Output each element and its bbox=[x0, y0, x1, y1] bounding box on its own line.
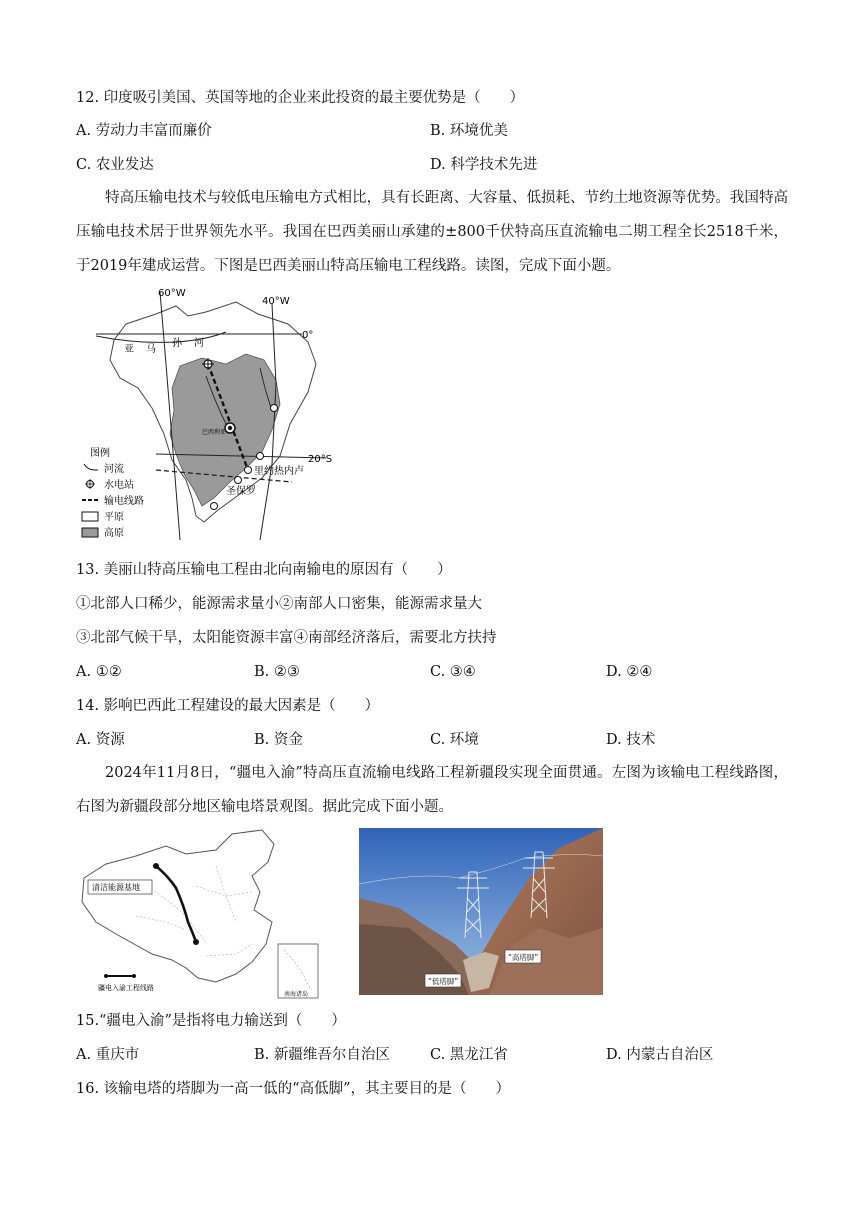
river-char-2: 马 bbox=[146, 344, 156, 355]
legend-line-end bbox=[132, 974, 136, 978]
q14-stem: 14. 影响巴西此工程建设的最大因素是（ ） bbox=[76, 698, 380, 714]
photo-svg bbox=[359, 828, 603, 995]
china-legend: 疆电入渝工程线路 bbox=[98, 984, 154, 992]
passage-1-text: 特高压输电技术与较低电压输电方式相比，具有长距离、大容量、低损耗、节约土地资源等优势。我国特高压输电技术居于世界领先水平。我国在巴西美丽山承建的±800千伏特高压直流输电二期工程全长2518千米，于2019年建成运营。下图是巴西美丽山特高压输电工程线路。读图，完成下面小题。 bbox=[76, 190, 788, 274]
q13-option-b[interactable]: B. ②③ bbox=[254, 664, 300, 680]
transmission-tower-photo bbox=[359, 828, 603, 995]
high-foot-label: “高塔脚” bbox=[508, 953, 539, 962]
q15-option-c[interactable]: C. 黑龙江省 bbox=[430, 1047, 508, 1063]
china-power-line-map bbox=[76, 826, 328, 1000]
q13-option-a[interactable]: A. ①② bbox=[76, 664, 122, 680]
passage-1 bbox=[76, 181, 788, 283]
q16-stem: 16. 该输电塔的塔脚为一高一低的“高低脚”，其主要目的是（ ） bbox=[76, 1081, 510, 1097]
brazil-power-line-map bbox=[76, 284, 336, 544]
legend-hydropower-icon bbox=[85, 479, 95, 489]
q15-option-a[interactable]: A. 重庆市 bbox=[76, 1047, 140, 1063]
legend-river-icon bbox=[84, 464, 98, 470]
legend-transmission: 输电线路 bbox=[104, 496, 144, 507]
q13-stem: 13. 美丽山特高压输电工程由北向南输电的原因有（ ） bbox=[76, 562, 452, 578]
q14-option-c[interactable]: C. 环境 bbox=[430, 732, 479, 748]
q14-option-b[interactable]: B. 资金 bbox=[254, 732, 303, 748]
passage-2-text: 2024年11月8日，“疆电入渝”特高压直流输电线路工程新疆段实现全面贯通。左图为该输电工程线路图，右图为新疆段部分地区输电塔景观图。据此完成下面小题。 bbox=[76, 765, 788, 815]
label-20s: 20°S bbox=[308, 454, 333, 465]
q12-option-b[interactable]: B. 环境优美 bbox=[430, 123, 508, 139]
base-label: 清洁能源基地 bbox=[92, 883, 140, 892]
capital-label: 巴西利亚 bbox=[202, 429, 227, 436]
legend-line-start bbox=[104, 974, 108, 978]
label-40w: 40°W bbox=[262, 296, 290, 307]
q13-choice-line-2: ③北部气候干旱，太阳能资源丰富④南部经济落后，需要北方扶持 bbox=[76, 630, 497, 646]
river-char-3: 孙 bbox=[172, 338, 182, 349]
q14-option-a[interactable]: A. 资源 bbox=[76, 732, 125, 748]
q12-option-c[interactable]: C. 农业发达 bbox=[76, 157, 154, 173]
line-start-dot bbox=[153, 863, 159, 869]
legend-hydropower: 水电站 bbox=[104, 480, 134, 491]
label-equator: 0° bbox=[302, 330, 314, 341]
passage-2 bbox=[76, 756, 788, 824]
city-marker-5 bbox=[211, 503, 218, 510]
river-char-1: 亚 bbox=[124, 344, 134, 355]
china-map-svg bbox=[76, 826, 328, 1000]
river-char-4: 河 bbox=[194, 338, 204, 349]
sao-paulo-marker bbox=[235, 477, 242, 484]
legend-title: 图例 bbox=[90, 448, 110, 459]
china-outline bbox=[82, 830, 274, 982]
inset-label: 南海诸岛 bbox=[284, 991, 309, 998]
legend-plateau-icon bbox=[82, 528, 98, 537]
city-marker-1 bbox=[271, 405, 278, 412]
q15-option-b[interactable]: B. 新疆维吾尔自治区 bbox=[254, 1047, 390, 1063]
q14-option-d[interactable]: D. 技术 bbox=[606, 732, 656, 748]
q13-choice-line-1: ①北部人口稀少，能源需求量小②南部人口密集，能源需求量大 bbox=[76, 596, 482, 612]
q15-stem: 15.“疆电入渝”是指将电力输送到（ ） bbox=[76, 1013, 346, 1029]
rio-marker bbox=[245, 467, 252, 474]
brazil-map-svg bbox=[76, 284, 336, 544]
line-end-dot bbox=[193, 939, 199, 945]
q12-option-d[interactable]: D. 科学技术先进 bbox=[430, 157, 538, 173]
legend-plateau: 高原 bbox=[104, 528, 124, 539]
rio-label: 里约热内卢 bbox=[254, 466, 304, 477]
sao-paulo-label: 圣保罗 bbox=[226, 486, 256, 497]
legend-plain-icon bbox=[82, 512, 98, 521]
q15-option-d[interactable]: D. 内蒙古自治区 bbox=[606, 1047, 714, 1063]
city-marker-2 bbox=[257, 453, 264, 460]
low-foot-label: “低塔脚” bbox=[428, 977, 459, 986]
q12-option-a[interactable]: A. 劳动力丰富而廉价 bbox=[76, 123, 212, 139]
q12-stem: 12. 印度吸引美国、英国等地的企业来此投资的最主要优势是（ ） bbox=[76, 90, 525, 106]
label-60w: 60°W bbox=[158, 288, 186, 299]
q13-option-d[interactable]: D. ②④ bbox=[606, 664, 653, 680]
q13-option-c[interactable]: C. ③④ bbox=[430, 664, 476, 680]
legend-plain: 平原 bbox=[104, 512, 124, 523]
legend-river: 河流 bbox=[104, 464, 124, 475]
capital-dot bbox=[228, 426, 232, 430]
